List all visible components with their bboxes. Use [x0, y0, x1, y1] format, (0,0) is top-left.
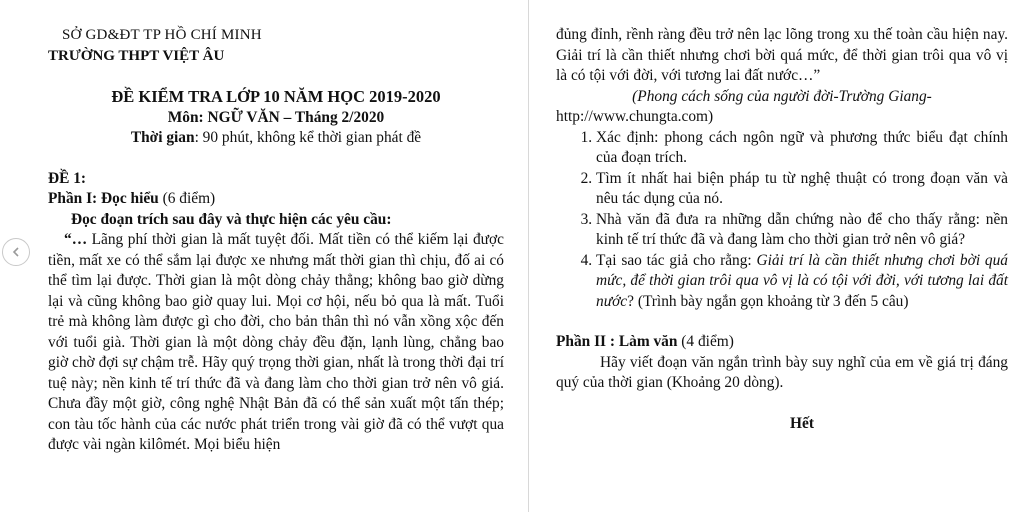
exam-title: ĐỀ KIỂM TRA LỚP 10 NĂM HỌC 2019-2020 — [111, 87, 441, 106]
chevron-left-icon — [10, 246, 22, 258]
passage-opening: “… — [64, 231, 92, 248]
question-item — [596, 251, 1008, 313]
department-name: SỞ GD&ĐT TP HỒ CHÍ MINH — [62, 27, 262, 43]
end-marker: Hết — [790, 414, 814, 432]
passage-text: Lãng phí thời gian là mất tuyệt đối. Mất tiền có thể kiếm lại được tiền, mất xe có thể sắm lại được xe nhưng mất thời gian thì chịu, đố ai có thể tìm lại được. Thời gian là một dòng chảy thẳng; không bao giờ dừng lại và cũng không bao giờ quay lui. Mọi cơ hội, nếu bỏ qua là mất. Tuổi trẻ mà không làm được gì cho đời, cho bản thân thì nó vẫn xồng xộc đến với tuổi già. Thời gian là một dòng chảy đều đặn, lạnh lùng, chẳng bao giờ chờ đợi sự chậm trễ. Hãy quý trọng thời gian, nhất là trong thời đại trí tuệ này; nền kinh tế trí thức đã và đang làm cho thời gian trở nên vô giá. Chưa đầy một giờ, công nghệ Nhật Bản đã có thể sản xuất một tấn thép; con tàu tốc hành của các nước phát triển trong vài giờ đã có thể vượt qua được vài ngàn kilômét. Mọi biểu hiện — [48, 231, 504, 453]
exam-variant-label: ĐỀ 1: — [48, 169, 87, 187]
left-column — [48, 25, 504, 456]
question-item: 1. Xác định: phong cách ngôn ngữ và phương thức biểu đạt chính của đoạn trích. — [596, 128, 1008, 169]
right-column — [556, 25, 1008, 434]
question-text: ? (Trình bày ngắn gọn khoảng từ 3 đến 5 câu) — [627, 292, 909, 310]
passage-continuation: đủng đỉnh, rềnh ràng đều trở nên lạc lõng trong xu thế toàn cầu hiện nay. Giải trí là cần thiết nhưng chơi bời quá mức, để thời gian trôi qua vô vị là có tội với đời, với tương lai đất nước…” — [556, 26, 1008, 84]
question-list — [556, 128, 1008, 313]
part2-heading — [556, 332, 1008, 353]
previous-page-button[interactable] — [2, 238, 30, 266]
exam-time-value: : 90 phút, không kể thời gian phát đề — [194, 129, 422, 146]
reading-instruction: Đọc đoạn trích sau đây và thực hiện các yêu cầu: — [71, 210, 392, 228]
exam-time-label: Thời gian — [130, 129, 195, 146]
page-divider — [528, 0, 529, 512]
part1-points: (6 điểm) — [158, 190, 216, 207]
question-item: 2. Tìm ít nhất hai biện pháp tu từ nghệ thuật có trong đoạn văn và nêu tác dụng của nó. — [596, 169, 1008, 210]
question-quote: Giải trí là cần thiết nhưng chơi bời quá mức, để thời gian trôi qua vô vị là có tội với đời, với tương lai đất nước — [596, 251, 1008, 310]
part1-label: Phần I: Đọc hiểu — [48, 190, 159, 207]
passage-reference-url: http://www.chungta.com) — [556, 108, 714, 125]
exam-time — [48, 128, 504, 149]
question-item: 3. Nhà văn đã đưa ra những dẫn chứng nào để cho thấy rằng: nền kinh tế trí thức đã và đang làm cho thời gian trở nên vô giá? — [596, 210, 1008, 251]
reading-passage — [48, 230, 504, 456]
part2-label: Phần II : Làm văn — [556, 333, 678, 350]
question-text: Tại sao tác giả cho rằng: — [596, 251, 757, 269]
school-name: TRƯỜNG THPT VIỆT ÂU — [48, 47, 225, 64]
exam-subject: Môn: NGỮ VĂN – Tháng 2/2020 — [167, 108, 385, 126]
part1-heading — [48, 189, 504, 210]
essay-prompt: Hãy viết đoạn văn ngắn trình bày suy nghĩ của em về giá trị đáng quý của thời gian (Khoảng 20 dòng). — [556, 353, 1008, 391]
part2-points: (4 điểm) — [677, 333, 734, 350]
passage-reference: (Phong cách sống của người đời-Trường Giang- — [632, 87, 932, 105]
